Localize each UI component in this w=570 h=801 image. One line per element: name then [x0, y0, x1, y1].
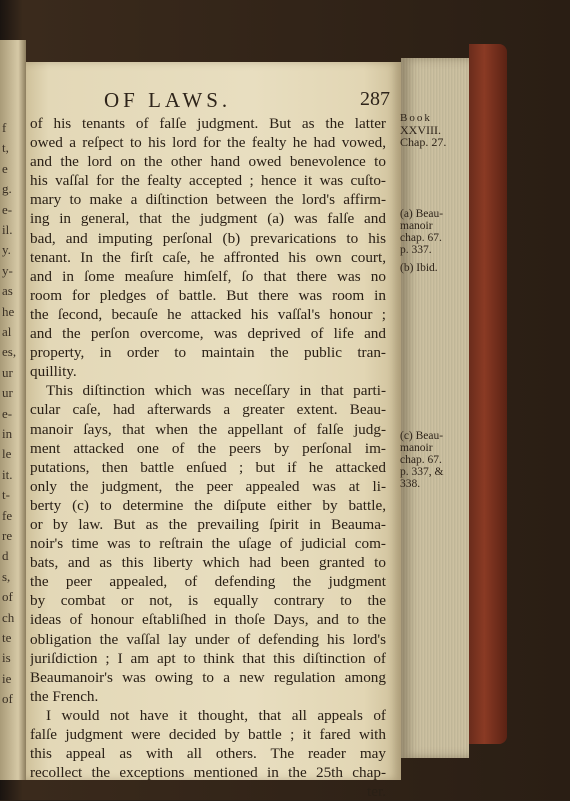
- left-margin-fragment: f: [2, 120, 7, 135]
- left-margin-fragment: s,: [2, 568, 11, 584]
- text-line: only the judgment, the peer appealed was at li-: [30, 477, 386, 495]
- left-margin-fragment: it.: [2, 466, 13, 482]
- text-line: the peer appealed, of defending the judgment: [30, 573, 386, 591]
- body-text: [30, 114, 386, 801]
- text-line: the French.: [30, 687, 99, 705]
- text-line: obligation the vaſſal lay under of defending his lord's: [30, 630, 386, 648]
- left-margin-fragment: il.: [2, 222, 13, 237]
- text-line: mary to make a diſtinction between the lord's affirm-: [30, 191, 386, 209]
- text-line: or by law. But as the prevailing ſpirit in Beauma-: [30, 515, 386, 533]
- text-line: the ſecond, becauſe he attacked his vaſſal's honour ;: [30, 305, 386, 323]
- left-margin-fragment: ie: [2, 670, 12, 686]
- text-line: and the lord on the other hand owed benevolence to: [30, 153, 386, 171]
- page-header: [104, 88, 390, 114]
- text-line: of his tenants of falſe judgment. But as the latter: [30, 115, 386, 132]
- left-margin-fragment: le: [2, 446, 12, 462]
- left-margin-fragment: e: [2, 160, 8, 176]
- text-line: this appeal as with all others. The reader may: [30, 745, 386, 763]
- text-line: by combat or not, is equally contrary to the: [30, 592, 386, 610]
- text-line: ideas of honour eſtabliſhed in thoſe Days, and to the: [30, 611, 386, 629]
- page-edges: [401, 58, 469, 758]
- text-line: ter.: [367, 783, 386, 801]
- sidenote-book: Book: [400, 112, 432, 124]
- text-line: berty (c) to determine the diſpute either by battle,: [30, 496, 386, 514]
- sidenote-book-number: XXVIII.: [400, 123, 441, 137]
- left-margin-fragment: e-: [2, 405, 13, 421]
- sidenote-chapter: Chap. 27.: [400, 135, 447, 149]
- text-line: juriſdiction ; I am apt to think that this diſtinction of: [30, 649, 386, 667]
- left-margin-fragment: ur: [2, 385, 13, 401]
- text-line: falſe judgment were decided by battle ; it fared with: [30, 726, 386, 743]
- text-line: bats, and as this liberty which had been granted to: [30, 554, 386, 572]
- left-margin-fragment: y-: [2, 262, 13, 278]
- left-margin-fragment: is: [2, 650, 11, 666]
- page-number: 287: [360, 88, 390, 110]
- running-title: OF LAWS.: [104, 88, 232, 112]
- text-line: cular caſe, had afterwards a greater extent. Beau-: [30, 401, 386, 419]
- text-line: and the perſon overcome, was deprived of life and: [30, 325, 386, 343]
- left-margin-fragment: t-: [2, 487, 10, 503]
- book-cover: [469, 44, 507, 744]
- left-margin-fragment: as: [2, 283, 13, 299]
- text-line: bad, and imputing perſonal (b) prevarications to his: [30, 229, 386, 247]
- left-margin-fragment: te: [2, 630, 12, 645]
- text-line: his vaſſal for the fealty accepted ; hence it was cuſto-: [30, 172, 386, 190]
- footnote-b: (b) Ibid.: [400, 262, 438, 274]
- left-margin-fragment: al: [2, 324, 12, 339]
- text-line: noir's time was to reſtrain the uſage of judicial com-: [30, 535, 386, 553]
- text-line: I would not have it thought, that all appeals of: [46, 706, 386, 724]
- text-line: room for pledges of battle. But there was room in: [30, 286, 386, 304]
- margin-notes: [400, 112, 466, 490]
- left-margin-fragment: ch: [2, 609, 15, 625]
- footnote-a: (a) Beau- manoir chap. 67. p. 337.: [400, 208, 444, 256]
- text-line: property, in order to maintain the public tran-: [30, 344, 386, 362]
- left-margin-fragment: fe: [2, 507, 13, 523]
- text-line: This diſtinction which was neceſſary in that parti-: [46, 382, 386, 400]
- text-line: owed a reſpect to his lord for the fealty he had vowed,: [30, 134, 386, 152]
- left-margin-fragment: y.: [2, 242, 11, 258]
- text-line: recollect the exceptions mentioned in the 25th chap-: [30, 764, 386, 782]
- left-margin-fragment: es,: [2, 344, 17, 360]
- left-margin-fragment: ur: [2, 364, 13, 380]
- left-margin-fragment: of: [2, 589, 13, 605]
- left-margin-fragment: re: [2, 528, 13, 543]
- text-line: ment attacked one of the peers by perſonal im-: [30, 439, 386, 457]
- left-margin-fragment: t,: [2, 140, 9, 156]
- text-line: quillity.: [30, 363, 77, 381]
- text-line: manoir ſays, that when the appellant of falſe judg-: [30, 420, 386, 438]
- left-page-edge: [0, 40, 26, 780]
- text-line: putations, then battle enſued ; but if he attacked: [30, 458, 386, 476]
- left-margin-fragment: in: [2, 426, 13, 441]
- left-margin-fragment: g.: [2, 181, 12, 197]
- text-line: and in ſome meaſure himſelf, ſo that there was no: [30, 267, 386, 285]
- text-line: tenant. In the firſt caſe, he affronted his own court,: [30, 248, 386, 266]
- left-margin-fragment: d: [2, 548, 9, 564]
- text-line: Beaumanoir's was owing to a new regulation among: [30, 668, 386, 686]
- footnote-c: (c) Beau- manoir chap. 67. p. 337, & 338.: [400, 430, 444, 490]
- left-margin-fragment: of: [2, 691, 13, 707]
- text-line: ing in general, that the judgment (a) was falſe and: [30, 210, 386, 228]
- left-margin-fragment: e-: [2, 201, 13, 217]
- left-margin-fragment: he: [2, 303, 15, 319]
